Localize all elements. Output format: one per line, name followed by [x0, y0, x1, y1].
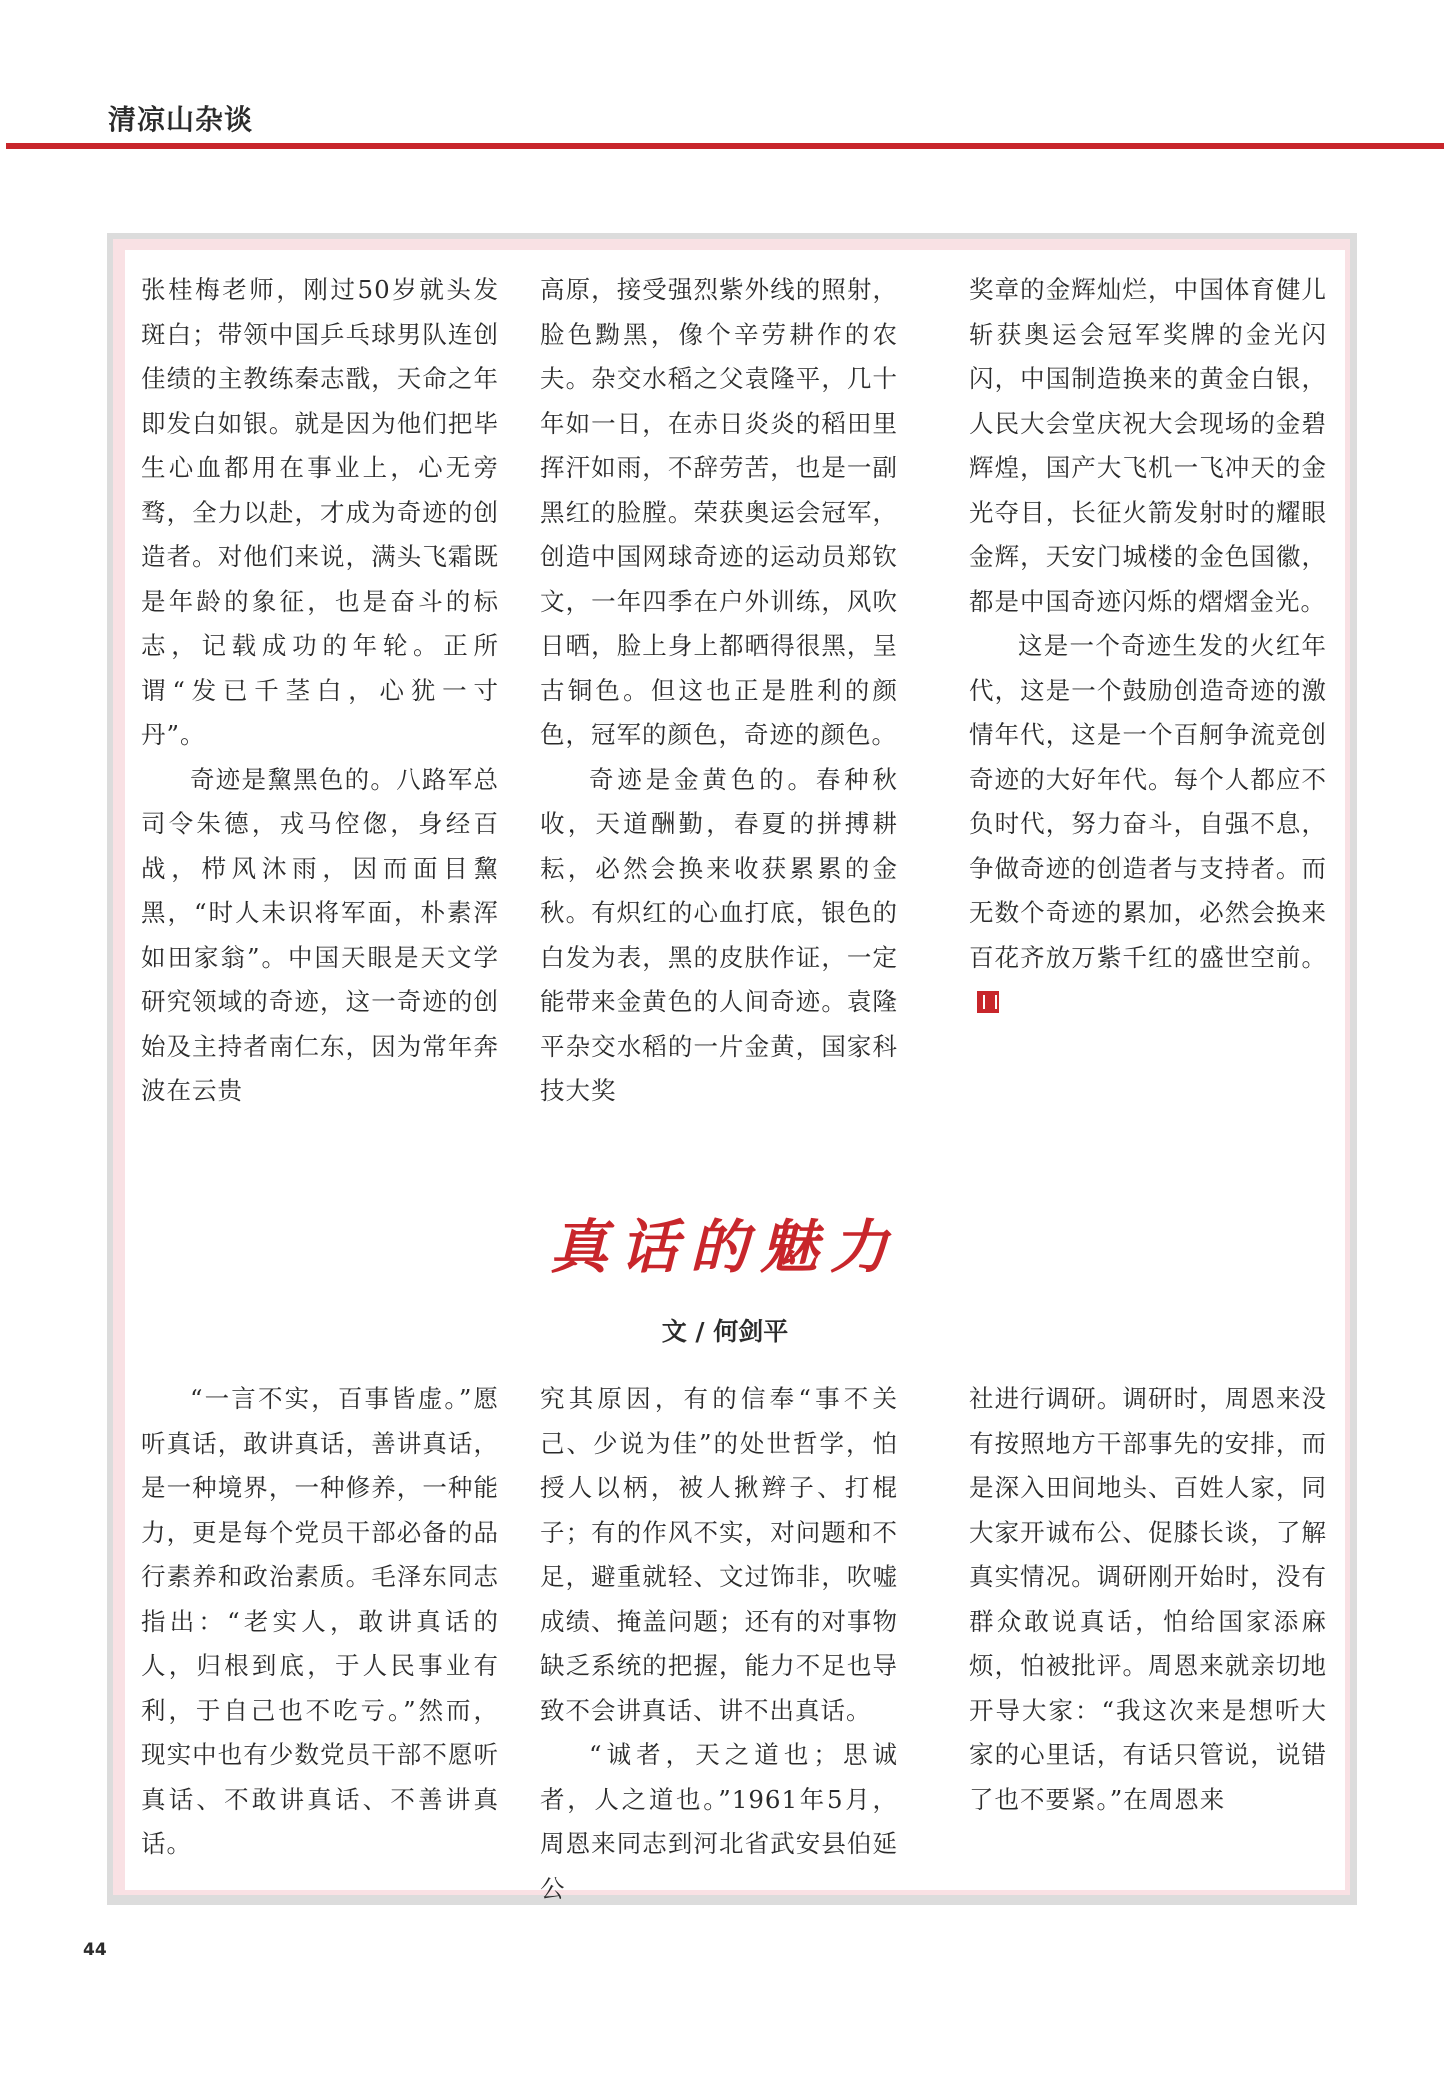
paragraph-text: 这是一个奇迹生发的火红年代，这是一个鼓励创造奇迹的激情年代，这是一个百舸争流竞创奇迹的大好年代。每个人都应不负时代，努力奋斗，自强不息，争做奇迹的创造者与支持者。而无数个奇迹的累加，必然会换来百花齐放万紫千红的盛世空前。: [969, 631, 1327, 972]
article-column-3: [969, 1377, 1327, 1822]
article-column-1: [141, 1377, 499, 1867]
paragraph: 奖章的金辉灿烂，中国体育健儿斩获奥运会冠军奖牌的金光闪闪，中国制造换来的黄金白银，人民大会堂庆祝大会现场的金碧辉煌，国产大飞机一飞冲天的金光夺目，长征火箭发射时的耀眼金辉，天安门城楼的金色国徽，都是中国奇迹闪烁的熠熠金光。: [969, 275, 1327, 616]
paragraph: “诚者，天之道也；思诚者，人之道也。”1961年5月，周恩来同志到河北省武安县伯延公: [540, 1740, 898, 1903]
page-number: 44: [83, 1940, 107, 1960]
article-byline: 文 / 何剑平: [661, 1317, 789, 1346]
end-mark-icon: [977, 991, 999, 1013]
paragraph: 社进行调研。调研时，周恩来没有按照地方干部事先的安排，而是深入田间地头、百姓人家，同大家开诚布公、促膝长谈，了解真实情况。调研刚开始时，没有群众敢说真话，怕给国家添麻烦，怕被批评。周恩来就亲切地开导大家：“我这次来是想听大家的心里话，有话只管说，说错了也不要紧。”在周恩来: [969, 1384, 1327, 1814]
article-title: 真话的魅力: [549, 1213, 900, 1281]
paragraph: 张桂梅老师，刚过50岁就头发斑白；带领中国乒乓球男队连创佳绩的主教练秦志戬，天命之年即发白如银。就是因为他们把毕生心血都用在事业上，心无旁骛，全力以赴，才成为奇迹的创造者。对他们来说，满头飞霜既是年龄的象征，也是奋斗的标志，记载成功的年轮。正所谓“发已千茎白，心犹一寸丹”。: [141, 275, 499, 749]
article-column-2: [540, 1377, 898, 1911]
magazine-section-title: 清凉山杂谈: [108, 103, 254, 136]
paragraph: 高原，接受强烈紫外线的照射，脸色黝黑，像个辛劳耕作的农夫。杂交水稻之父袁隆平，几十年如一日，在赤日炎炎的稻田里挥汗如雨，不辞劳苦，也是一副黑红的脸膛。荣获奥运会冠军，创造中国网球奇迹的运动员郑钦文，一年四季在户外训练，风吹日晒，脸上身上都晒得很黑，呈古铜色。但这也正是胜利的颜色，冠军的颜色，奇迹的颜色。: [540, 275, 898, 749]
paragraph: 究其原因，有的信奉“事不关己、少说为佳”的处世哲学，怕授人以柄，被人揪辫子、打棍子；有的作风不实，对问题和不足，避重就轻、文过饰非，吹嘘成绩、掩盖问题；还有的对事物缺乏系统的把握，能力不足也导致不会讲真话、讲不出真话。: [540, 1384, 898, 1725]
paragraph: [969, 624, 1327, 1025]
paragraph: “一言不实，百事皆虚。”愿听真话，敢讲真话，善讲真话，是一种境界，一种修养，一种能力，更是每个党员干部必备的品行素养和政治素质。毛泽东同志指出：“老实人，敢讲真话的人，归根到底，于人民事业有利，于自己也不吃亏。”然而，现实中也有少数党员干部不愿听真话、不敢讲真话、不善讲真话。: [141, 1384, 499, 1858]
prev-article-column-1: [141, 268, 499, 1114]
paragraph: 奇迹是黧黑色的。八路军总司令朱德，戎马倥偬，身经百战，栉风沐雨，因而面目黧黑，“时人未识将军面，朴素浑如田家翁”。中国天眼是天文学研究领域的奇迹，这一奇迹的创始及主持者南仁东，因为常年奔波在云贵: [141, 764, 499, 1105]
prev-article-column-2: [540, 268, 898, 1114]
header-rule: [6, 143, 1444, 149]
prev-article-column-3: [969, 268, 1327, 1025]
paragraph: 奇迹是金黄色的。春种秋收，天道酬勤，春夏的拼搏耕耘，必然会换来收获累累的金秋。有炽红的心血打底，银色的白发为表，黑的皮肤作证，一定能带来金黄色的人间奇迹。袁隆平杂交水稻的一片金黄，国家科技大奖: [540, 764, 898, 1105]
